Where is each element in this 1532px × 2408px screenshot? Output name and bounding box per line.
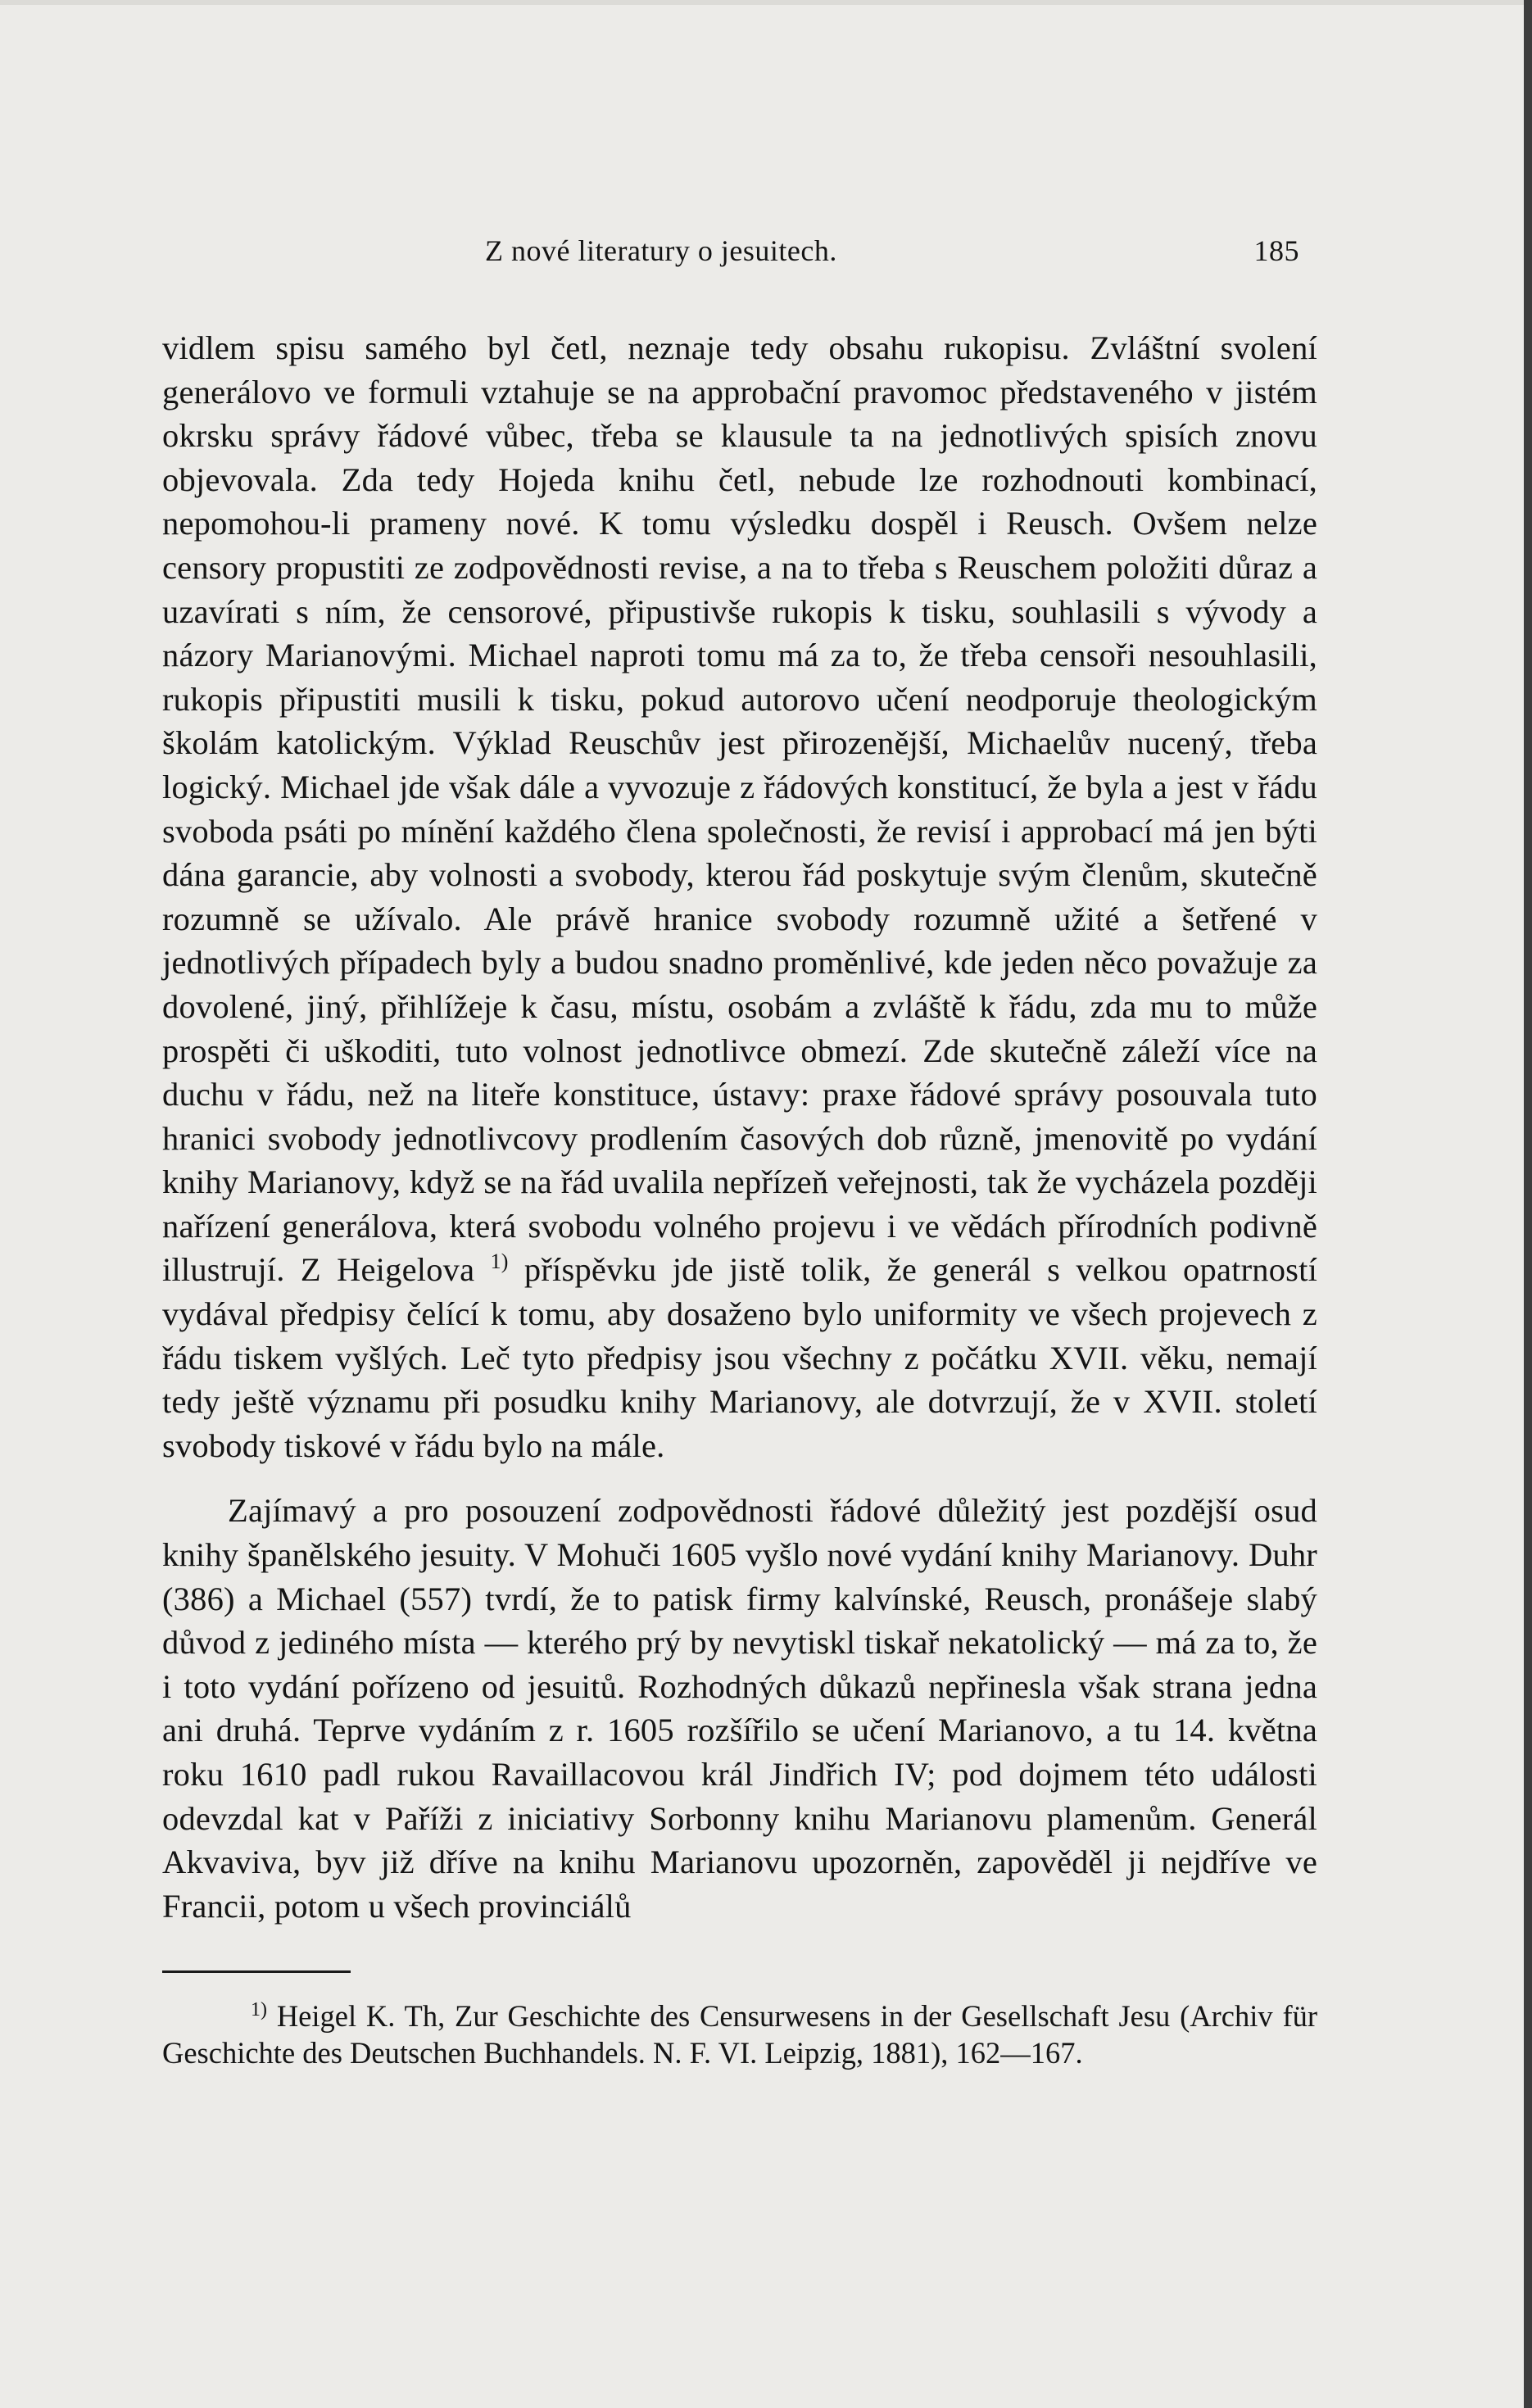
- paragraph-1-part-b: příspěvku jde jistě tolik, že generál s velkou opatrností vydával předpisy čelící k tomu, aby dosaženo bylo uniformity ve všech projevech z řádu tiskem vyšlých. Leč tyto předpisy jsou všechny z počátku XVII. věku, nemají tedy ještě významu při posudku knihy Marianovy, ale dotvrzují, že v XVII. století svobody tiskové v řádu bylo na mále.: [162, 1251, 1318, 1464]
- page-number: 185: [1253, 234, 1299, 267]
- footnote-text: Heigel K. Th, Zur Geschichte des Censurwesens in der Gesellschaft Jesu (Archiv für Geschichte des Deutschen Buchhandels. N. F. VI. Leipzig, 1881), 162—167.: [162, 1999, 1317, 2070]
- scan-right-edge: [1524, 0, 1532, 2408]
- paragraph-1: [162, 326, 1317, 1467]
- footnote-reference: 1): [490, 1249, 509, 1274]
- running-head: [162, 228, 1317, 274]
- running-head-title: Z nové literatury o jesuitech.: [485, 234, 837, 267]
- book-page: [162, 228, 1317, 2071]
- footnote: [162, 1998, 1317, 2071]
- paragraph-2: Zajímavý a pro posouzení zodpovědnosti řádové důležitý jest pozdější osud knihy španělského jesuity. V Mohuči 1605 vyšlo nové vydání knihy Marianovy. Duhr (386) a Michael (557) tvrdí, že to patisk firmy kalvínské, Reusch, pronášeje slabý důvod z jediného místa — kterého prý by nevytiskl tiskař nekatolický — má za to, že i toto vydání pořízeno od jesuitů. Rozhodných důkazů nepřinesla však strana jedna ani druhá. Teprve vydáním z r. 1605 rozšířilo se učení Marianovo, a tu 14. května roku 1610 padl rukou Ravaillacovou král Jindřich IV; pod dojmem této události odevzdal kat v Paříži z iniciativy Sorbonny knihu Marianovu plamenům. Generál Akvaviva, byv již dříve na knihu Marianovu upozorněn, zapověděl ji nejdříve ve Francii, potom u všech provinciálů: [162, 1492, 1317, 1925]
- footnote-marker: 1): [251, 1999, 267, 2021]
- paragraph-1-part-a: vidlem spisu samého byl četl, neznaje tedy obsahu rukopisu. Zvláštní svolení generálovo ve formuli vztahuje se na approbační pravomoc představeného v jistém okrsku správy řádové vůbec, třeba se klausule ta na jednotlivých spisích znovu objevovala. Zda tedy Hojeda knihu četl, nebude lze rozhodnouti kombinací, nepomohou-li prameny nové. K tomu výsledku dospěl i Reusch. Ovšem nelze censory propustiti ze zodpovědnosti revise, a na to třeba s Reuschem položiti důraz a uzavírati s ním, že censorové, připustivše rukopis k tisku, souhlasili s vývody a názory Marianovými. Michael naproti tomu má za to, že třeba censoři nesouhlasili, rukopis připustiti musili k tisku, pokud autorovo učení neodporuje theologickým školám katolickým. Výklad Reuschův jest přirozenější, Michaelův nucený, třeba logický. Michael jde však dále a vyvozuje z řádových konstitucí, že byla a jest v řádu svoboda psáti po mínění každého člena společnosti, že revisí i approbací má jen býti dána garancie, aby volnosti a svobody, kterou řád poskytuje svým členům, skutečně rozumně se užívalo. Ale právě hranice svobody rozumně užité a šetřené v jednotlivých případech byly a budou snadno proměnlivé, kde jeden něco považuje za dovolené, jiný, přihlížeje k času, místu, osobám a zvláště k řádu, zda mu to může prospěti či uškoditi, tuto volnost jednotlivce obmezí. Zde skutečně záleží více na duchu v řádu, než na liteře konstituce, ústavy: praxe řádové správy posouvala tuto hranici svobody jednotlivcovy prodlením časových dob různě, jmenovitě po vydání knihy Marianovy, když se na řád uvalila nepřízeň veřejnosti, tak že vycházela později nařízení generálova, která svobodu volného projevu i ve vědách přírodních podivně illustrují. Z Heigelova: [162, 329, 1317, 1289]
- body-text: [162, 326, 1317, 1928]
- scan-top-edge: [0, 0, 1532, 5]
- footnote-divider: [162, 1970, 351, 1973]
